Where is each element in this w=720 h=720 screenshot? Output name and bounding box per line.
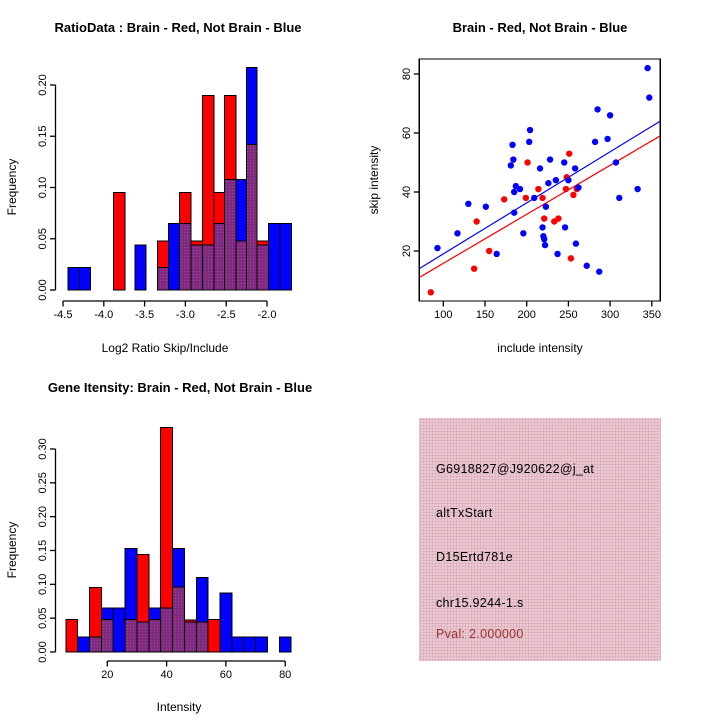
scatter-point-red <box>486 248 492 254</box>
y-tick-label: 0.25 <box>37 472 49 494</box>
scatter-point-blue <box>511 209 517 215</box>
y-axis-title: skip intensity <box>367 145 381 215</box>
hist-bar-blue <box>220 593 232 652</box>
hist-bar-blue <box>232 637 244 652</box>
x-tick-label: 60 <box>219 669 233 681</box>
x-tick-label: -4.0 <box>94 309 114 321</box>
x-tick-label: 20 <box>101 669 114 681</box>
x-tick-label: 40 <box>160 669 173 681</box>
hist-bar-blue <box>256 637 268 652</box>
scatter-point-blue <box>517 186 523 192</box>
scatter-point-blue <box>493 251 499 257</box>
y-tick-label: 0.05 <box>37 228 49 250</box>
y-tick-label: 0.15 <box>37 125 49 147</box>
y-tick-label: 0.15 <box>37 539 49 562</box>
scatter-point-blue <box>434 245 440 251</box>
scatter-point-blue <box>547 156 553 162</box>
scatter-point-blue <box>584 263 590 269</box>
scatter-point-blue <box>554 251 560 257</box>
y-tick-label: 0.30 <box>37 438 49 460</box>
y-tick-label: 0.00 <box>37 641 49 663</box>
hist-bar-overlap <box>196 622 208 652</box>
y-axis-title: Frequency <box>5 158 19 216</box>
chart-title: RatioData : Brain - Red, Not Brain - Blue <box>54 20 302 35</box>
scatter-point-red <box>473 218 479 224</box>
x-tick-label: -4.5 <box>53 309 73 321</box>
hist-bar-overlap <box>214 223 225 290</box>
y-tick-label: 60 <box>400 126 413 140</box>
y-tick-label: 80 <box>400 67 413 81</box>
scatter-point-blue <box>526 139 532 145</box>
y-tick-label: 0.10 <box>37 176 49 199</box>
scatter-point-blue <box>510 156 516 162</box>
x-tick-label: 250 <box>559 309 578 321</box>
info-panel <box>360 360 720 720</box>
y-tick-label: 0.05 <box>37 607 49 629</box>
scatter-point-blue <box>644 65 650 71</box>
scatter-point-blue <box>573 240 579 246</box>
hist-bar-overlap <box>125 620 137 652</box>
x-tick-label: 80 <box>279 669 292 681</box>
scatter-point-blue <box>604 136 610 142</box>
hist-bar-overlap <box>191 245 202 290</box>
scatter-point-red <box>471 266 477 272</box>
scatter-point-red <box>539 195 545 201</box>
y-tick-label: 40 <box>400 185 413 199</box>
scatter-point-blue <box>553 177 559 183</box>
scatter-point-blue <box>539 224 545 230</box>
hist-bar-red <box>208 620 220 652</box>
hist-bar-blue <box>79 267 90 290</box>
scatter-point-blue <box>527 127 533 133</box>
fit-not-brain-line <box>419 121 660 269</box>
fit-brain-line <box>419 136 660 278</box>
scatter-point-red <box>501 196 507 202</box>
scatter-point-red <box>563 186 569 192</box>
x-tick-label: 300 <box>600 309 620 321</box>
ratio-histogram-panel <box>0 0 360 360</box>
hist-bar-red <box>114 193 125 290</box>
scatter-point-blue <box>596 268 602 274</box>
scatter-point-blue <box>613 159 619 165</box>
x-axis-title: Intensity <box>156 700 202 714</box>
hist-bar-overlap <box>225 179 236 290</box>
hist-bar-overlap <box>90 637 102 652</box>
scatter-point-blue <box>646 94 652 100</box>
scatter-point-blue <box>509 142 515 148</box>
scatter-point-blue <box>542 242 548 248</box>
scatter-point-blue <box>575 184 581 190</box>
y-tick-label: 0.00 <box>37 279 49 301</box>
scatter-point-red <box>535 186 541 192</box>
hist-bar-overlap <box>184 622 196 652</box>
scatter-point-red <box>524 159 530 165</box>
pval-text: Pval: 2.000000 <box>436 627 524 641</box>
scatter-point-blue <box>592 139 598 145</box>
hist-bar-overlap <box>173 587 185 652</box>
probe-id-text: G6918827@J920622@j_at <box>436 462 595 476</box>
scatter-point-blue <box>531 195 537 201</box>
event-type-text: altTxStart <box>436 506 493 520</box>
scatter-point-blue <box>607 112 613 118</box>
y-axis-title: Frequency <box>5 521 19 579</box>
hist-bar-blue <box>168 223 179 290</box>
scatter-point-blue <box>537 165 543 171</box>
scatter-point-blue <box>520 230 526 236</box>
info-box <box>419 418 661 661</box>
hist-bar-red <box>66 620 78 652</box>
y-tick-label: 0.20 <box>37 74 49 96</box>
scatter-point-blue <box>545 180 551 186</box>
scatter-point-blue <box>616 195 622 201</box>
scatter-point-blue <box>594 106 600 112</box>
plot-box <box>419 59 660 301</box>
hist-bar-overlap <box>236 241 247 290</box>
x-tick-label: 150 <box>475 309 495 321</box>
x-tick-label: 350 <box>642 309 661 321</box>
hist-bar-overlap <box>158 267 169 290</box>
hist-bar-overlap <box>247 144 258 290</box>
y-tick-label: 0.10 <box>37 573 49 596</box>
scatter-point-red <box>568 255 574 261</box>
x-tick-label: -3.5 <box>135 309 155 321</box>
hist-bar-blue <box>244 637 256 652</box>
hist-bar-blue <box>269 223 280 290</box>
scatter-point-red <box>523 195 529 201</box>
x-tick-label: -3.0 <box>175 309 195 321</box>
gene-intensity-histogram-chart <box>0 360 360 720</box>
gene-name-text: D15Ertd781e <box>436 550 513 564</box>
hist-bar-overlap <box>257 245 268 290</box>
x-axis-title: include intensity <box>497 341 583 355</box>
x-tick-label: -2.0 <box>257 309 277 321</box>
scatter-point-blue <box>634 186 640 192</box>
hist-bar-blue <box>135 245 146 290</box>
scatter-point-blue <box>562 224 568 230</box>
scatter-point-red <box>428 289 434 295</box>
hist-bar-blue <box>68 267 79 290</box>
scatter-point-red <box>541 215 547 221</box>
scatter-point-blue <box>565 177 571 183</box>
scatter-point-red <box>566 150 572 156</box>
hist-bar-overlap <box>149 620 161 652</box>
scatter-point-blue <box>465 201 471 207</box>
locus-text: chr15.9244-1.s <box>436 596 524 610</box>
hist-bar-blue <box>78 637 90 652</box>
scatter-point-red <box>570 192 576 198</box>
gene-intensity-histogram-panel <box>0 360 360 720</box>
hist-bar-blue <box>113 608 125 652</box>
y-tick-label: 20 <box>400 244 413 258</box>
chart-title: Brain - Red, Not Brain - Blue <box>452 20 628 35</box>
x-tick-label: 100 <box>434 309 453 321</box>
scatter-point-blue <box>541 236 547 242</box>
scatter-point-blue <box>511 189 517 195</box>
x-axis-title: Log2 Ratio Skip/Include <box>101 341 229 355</box>
y-tick-label: 0.20 <box>37 505 49 528</box>
x-tick-label: 200 <box>517 309 536 321</box>
hist-bar-overlap <box>137 622 149 652</box>
hist-bar-overlap <box>101 620 113 652</box>
scatter-point-blue <box>561 159 567 165</box>
scatter-point-blue <box>454 230 460 236</box>
hist-bar-blue <box>280 223 291 290</box>
scatter-point-blue <box>508 162 514 168</box>
ratio-histogram-chart <box>0 0 360 360</box>
hist-bar-blue <box>279 637 291 652</box>
intensity-scatter-panel <box>360 0 720 360</box>
hist-bar-overlap <box>161 608 173 652</box>
chart-title: Gene Itensity: Brain - Red, Not Brain - Blue <box>47 380 313 395</box>
scatter-point-red <box>555 215 561 221</box>
hist-bar-overlap <box>203 245 214 290</box>
scatter-point-blue <box>572 165 578 171</box>
hist-bar-overlap <box>180 223 191 290</box>
x-tick-label: -2.5 <box>216 309 236 321</box>
scatter-point-blue <box>483 204 489 210</box>
scatter-point-blue <box>543 204 549 210</box>
intensity-scatter-chart <box>360 0 720 360</box>
